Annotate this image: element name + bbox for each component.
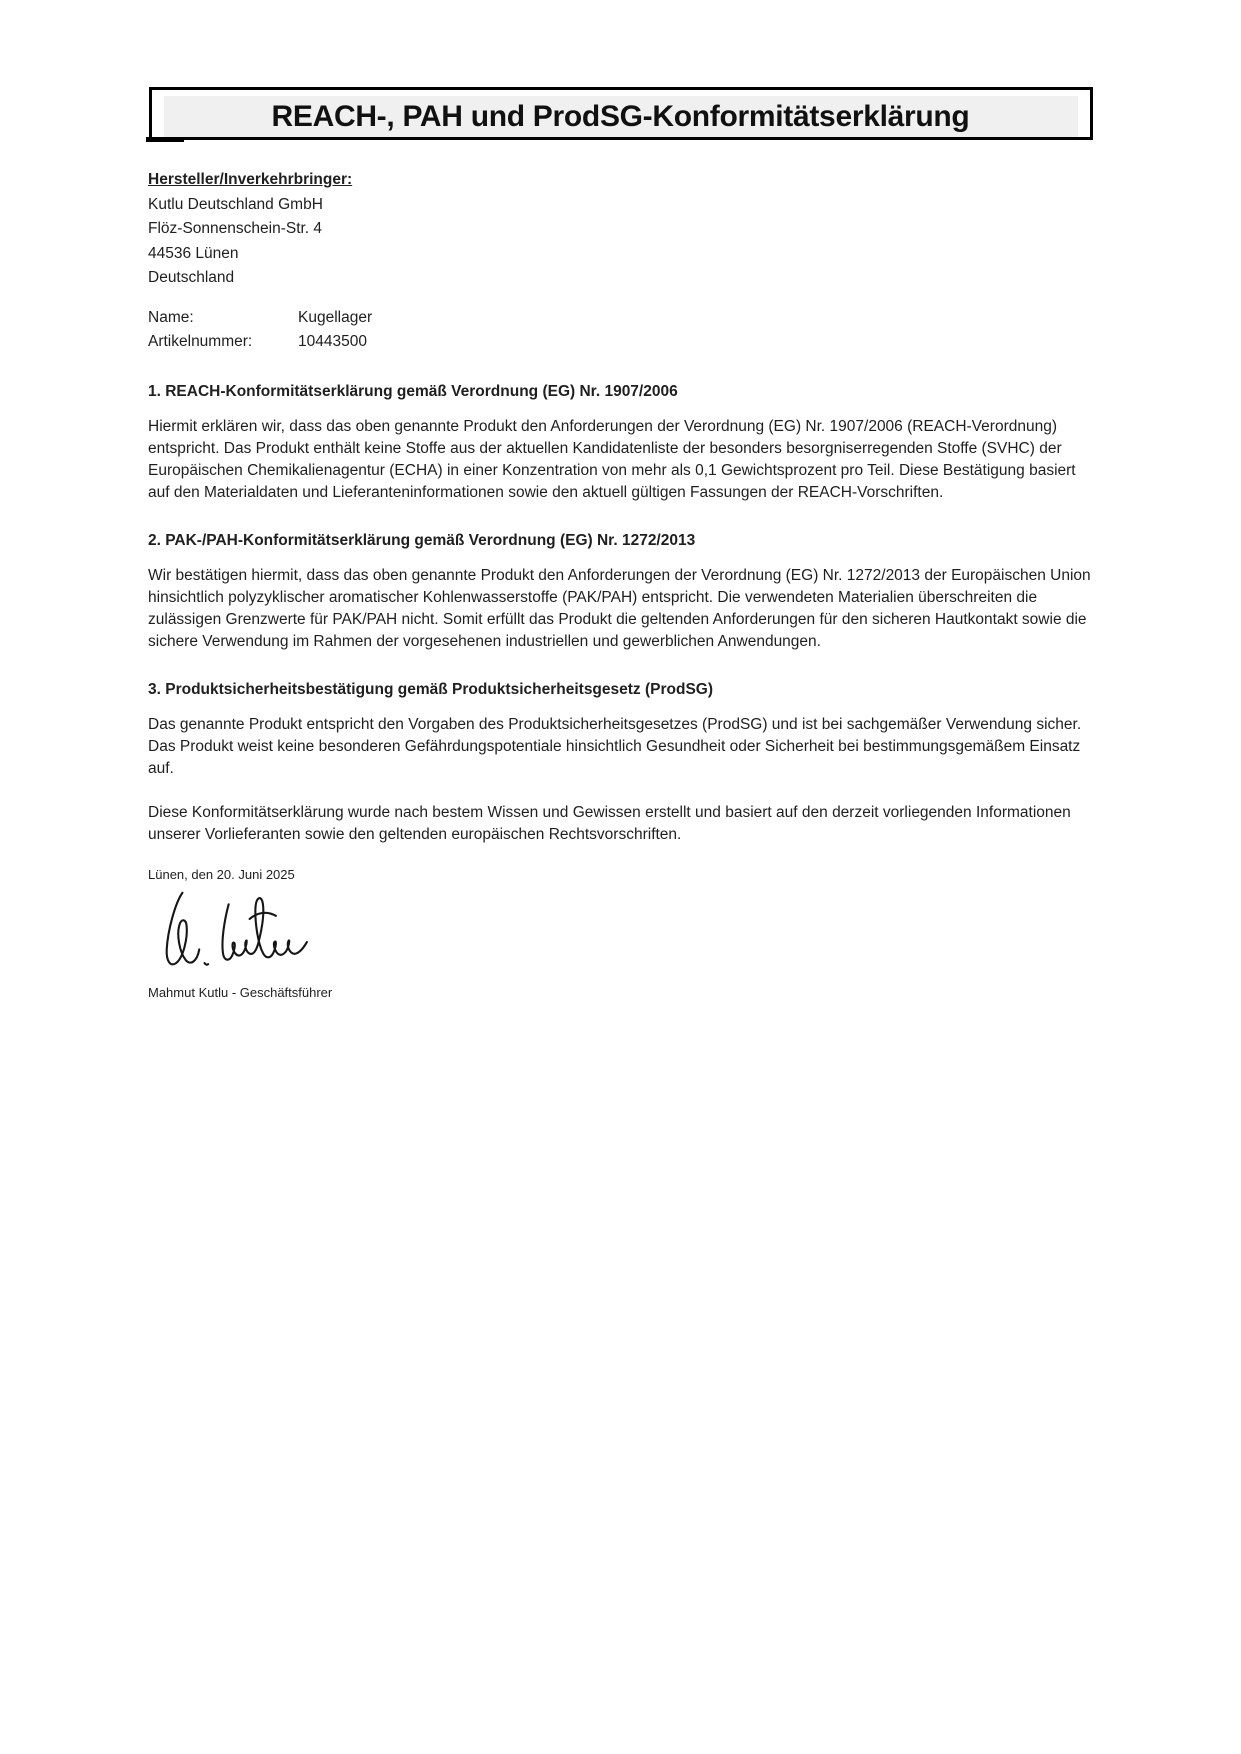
manufacturer-street: Flöz-Sonnenschein-Str. 4 [148, 220, 323, 237]
manufacturer-heading: Hersteller/Inverkehrbringer: [148, 171, 353, 188]
manufacturer-country: Deutschland [148, 269, 235, 286]
closing-paragraph: Diese Konformitätserklärung wurde nach bestem Wissen und Gewissen erstellt und basiert auf den derzeit vorliegenden Informationen unserer Vorlieferanten sowie den geltenden europäischen Rechtsvorschriften. [148, 803, 1071, 843]
handwritten-signature-icon [152, 885, 320, 975]
manufacturer-company: Kutlu Deutschland GmbH [148, 195, 323, 213]
manufacturer-city: 44536 Lünen [148, 244, 239, 262]
manufacturer-block [148, 168, 1093, 291]
section-1-paragraph: Hiermit erklären wir, dass das oben genannte Produkt den Anforderungen der Verordnung (EG) Nr. 1907/2006 (REACH-Verordnung) entspricht. Das Produkt enthält keine Stoffe aus der aktuellen Kandidatenliste der besonders besorgniserregenden Stoffe (SVHC) der Europäischen Chemikalienagentur (ECHA) in einer Konzentration von mehr als 0,1 Gewichtsprozent pro Teil. Diese Bestätigung basiert auf den Materialdaten und Lieferanteninformationen sowie den aktuell gültigen Fassungen der REACH-Vorschriften. [148, 417, 1076, 501]
product-name-label: Name: [148, 308, 194, 326]
document-body [148, 168, 1093, 1001]
section-3-paragraph: Das genannte Produkt entspricht den Vorgaben des Produktsicherheitsgesetzes (ProdSG) und ist bei sachgemäßer Verwendung sicher. Das Produkt weist keine besonderen Gefährdungspotentiale hinsichtlich Gesundheit oder Sicherheit bei bestimmungsgemäßem Einsatz auf. [148, 715, 1082, 777]
product-article-value: 10443500 [298, 333, 367, 350]
place-date-line: Lünen, den 20. Juni 2025 [148, 866, 295, 882]
section-1-heading: 1. REACH-Konformitätserklärung gemäß Verordnung (EG) Nr. 1907/2006 [148, 382, 678, 400]
product-name-value: Kugellager [298, 308, 373, 326]
product-name-row [148, 306, 1093, 331]
title-banner-background [164, 96, 1078, 137]
signature-image [152, 885, 1093, 982]
product-info-block [148, 306, 1093, 355]
signatory-caption: Mahmut Kutlu - Geschäftsführer [148, 984, 333, 1000]
section-3-heading: 3. Produktsicherheitsbestätigung gemäß Produktsicherheitsgesetz (ProdSG) [148, 680, 714, 698]
product-article-row [148, 330, 1093, 355]
product-article-label: Artikelnummer: [148, 333, 253, 350]
page-title: REACH-, PAH und ProdSG-Konformitätserklärung [271, 99, 970, 133]
title-banner [149, 87, 1093, 140]
section-2-paragraph: Wir bestätigen hiermit, dass das oben genannte Produkt den Anforderungen der Verordnung (EG) Nr. 1272/2013 der Europäischen Union hinsichtlich polyzyklischer aromatischer Kohlenwasserstoffe (PAK/PAH) entspricht. Die verwendeten Materialien überschreiten die zulässigen Grenzwerte für PAK/PAH nicht. Somit erfüllt das Produkt die geltenden Anforderungen für den sicheren Hautkontakt sowie die sichere Verwendung im Rahmen der vorgesehenen industriellen und gewerblichen Anwendungen. [148, 566, 1091, 650]
section-2-heading: 2. PAK-/PAH-Konformitätserklärung gemäß Verordnung (EG) Nr. 1272/2013 [148, 531, 696, 549]
